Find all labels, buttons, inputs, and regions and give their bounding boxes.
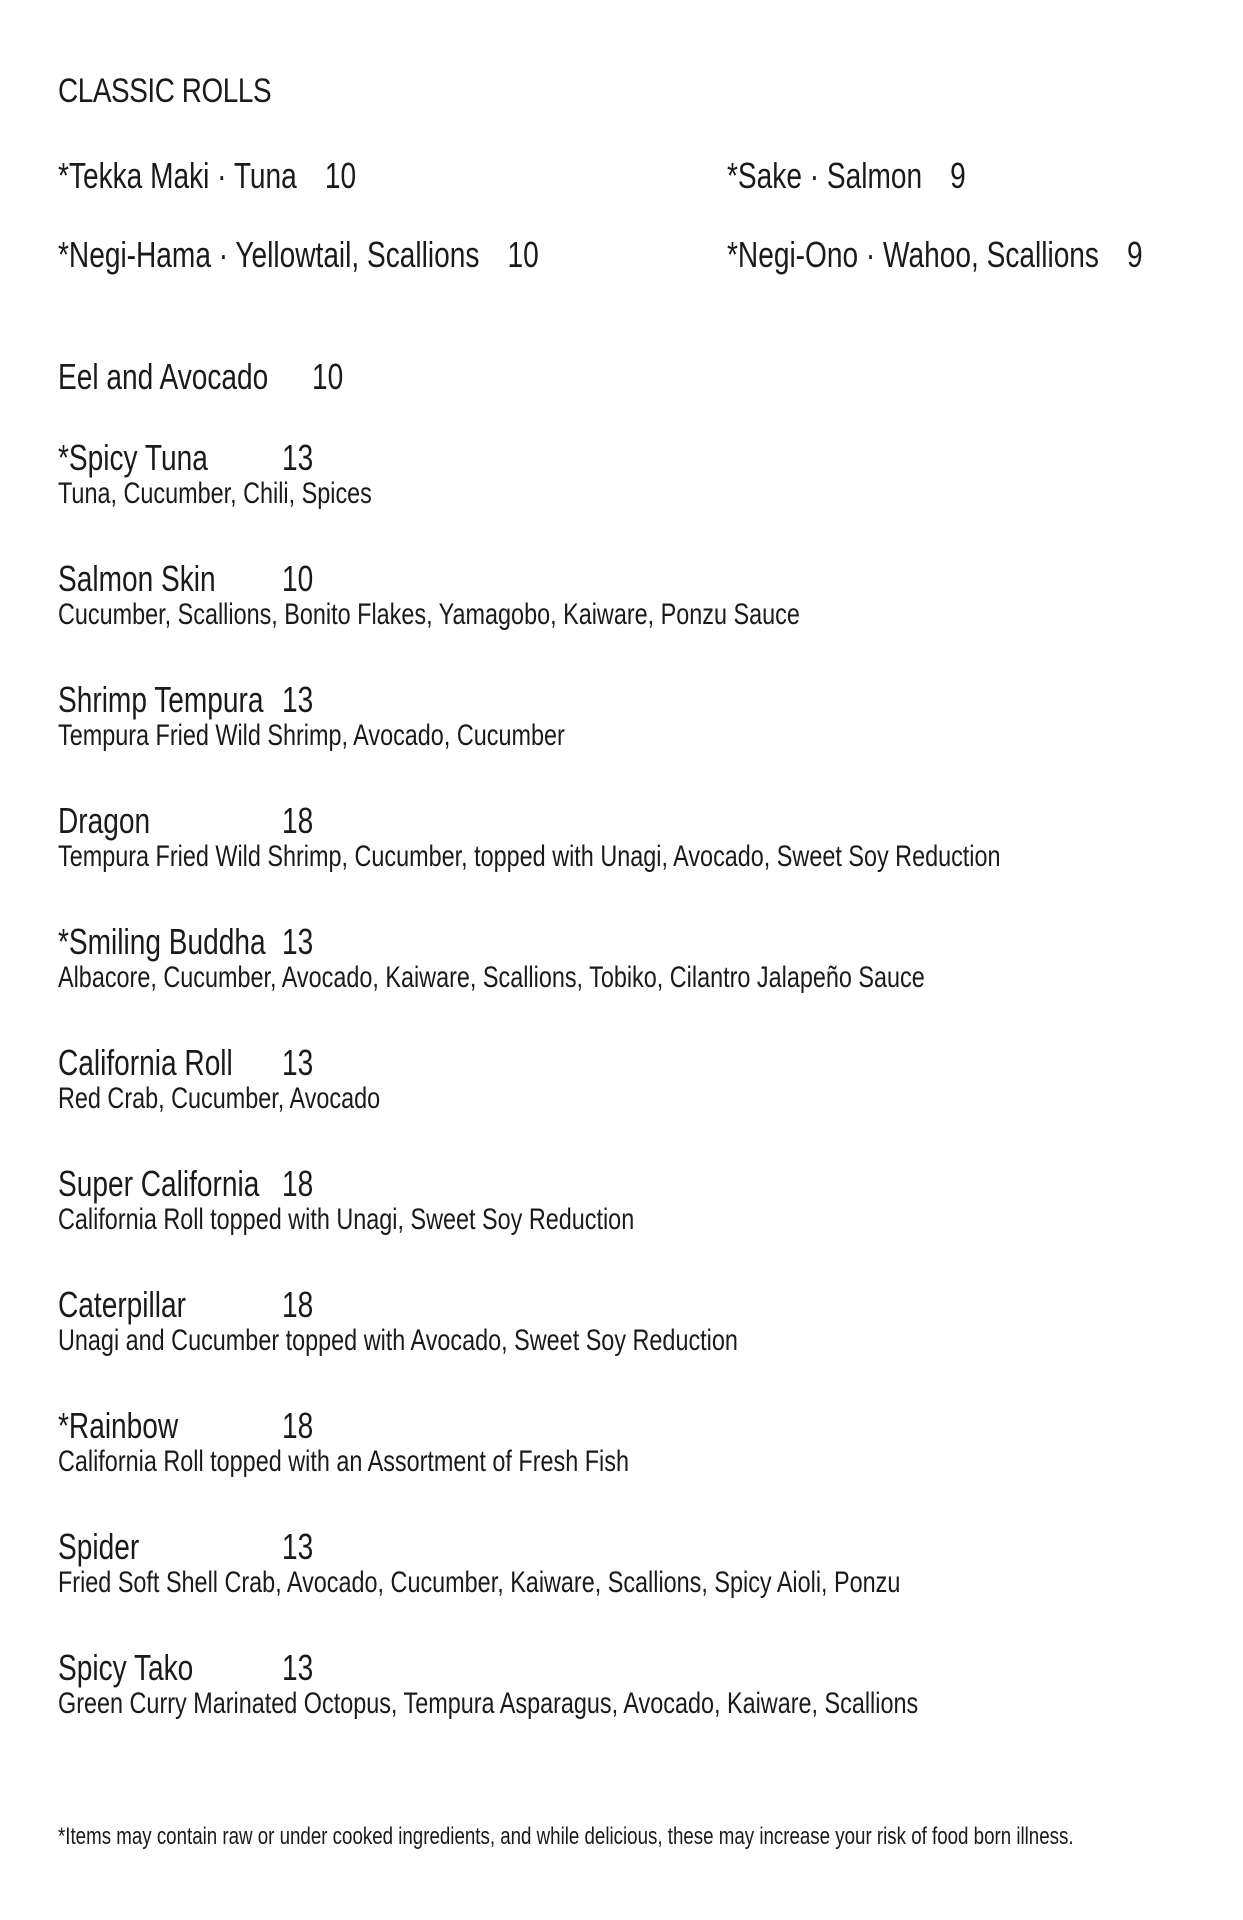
roll-price: 18 bbox=[282, 800, 314, 841]
roll-description: Tempura Fried Wild Shrimp, Avocado, Cucumber bbox=[58, 719, 565, 752]
roll-item-spicy-tuna bbox=[58, 437, 1208, 510]
roll-description: California Roll topped with an Assortment of Fresh Fish bbox=[58, 1445, 629, 1478]
roll-name: Shrimp Tempura bbox=[58, 679, 264, 720]
roll-item-caterpillar bbox=[58, 1284, 1208, 1357]
roll-description: Fried Soft Shell Crab, Avocado, Cucumber, Kaiware, Scallions, Spicy Aioli, Ponzu bbox=[58, 1566, 901, 1599]
classic-item-name: *Tekka Maki · Tuna bbox=[58, 155, 297, 196]
raw-food-disclaimer: *Items may contain raw or under cooked ingredients, and while delicious, these may increase your risk of food born illness. bbox=[58, 1823, 1074, 1850]
roll-price: 13 bbox=[282, 1647, 314, 1688]
roll-price: 13 bbox=[282, 1526, 314, 1567]
classic-item-negi-hama bbox=[58, 234, 539, 276]
roll-item-rainbow bbox=[58, 1405, 1208, 1478]
roll-name: Eel and Avocado bbox=[58, 356, 269, 397]
classic-item-price: 9 bbox=[950, 155, 966, 196]
roll-price: 13 bbox=[282, 437, 314, 478]
roll-description: California Roll topped with Unagi, Sweet Soy Reduction bbox=[58, 1203, 635, 1236]
roll-description: Albacore, Cucumber, Avocado, Kaiware, Scallions, Tobiko, Cilantro Jalapeño Sauce bbox=[58, 961, 925, 994]
classic-item-tekka-maki bbox=[58, 155, 356, 197]
roll-item-spicy-tako bbox=[58, 1647, 1208, 1720]
roll-description: Tempura Fried Wild Shrimp, Cucumber, topped with Unagi, Avocado, Sweet Soy Reduction bbox=[58, 840, 1001, 873]
classic-item-name: *Negi-Ono · Wahoo, Scallions bbox=[727, 234, 1099, 275]
roll-item-shrimp-tempura bbox=[58, 679, 1208, 752]
classic-item-name: *Sake · Salmon bbox=[727, 155, 923, 196]
roll-price: 18 bbox=[282, 1405, 314, 1446]
roll-description: Tuna, Cucumber, Chili, Spices bbox=[58, 477, 372, 510]
roll-name: Super California bbox=[58, 1163, 260, 1204]
roll-price: 13 bbox=[282, 1042, 314, 1083]
roll-name: Spider bbox=[58, 1526, 140, 1567]
classic-item-sake bbox=[727, 155, 966, 197]
roll-price: 18 bbox=[282, 1163, 314, 1204]
roll-name: *Rainbow bbox=[58, 1405, 179, 1446]
roll-name: Salmon Skin bbox=[58, 558, 216, 599]
roll-item-eel-and-avocado bbox=[58, 356, 1208, 400]
roll-price: 10 bbox=[282, 558, 314, 599]
roll-name: California Roll bbox=[58, 1042, 233, 1083]
roll-item-smiling-buddha bbox=[58, 921, 1208, 994]
roll-price: 10 bbox=[312, 356, 344, 397]
classic-item-price: 9 bbox=[1127, 234, 1143, 275]
roll-description: Red Crab, Cucumber, Avocado bbox=[58, 1082, 381, 1115]
classic-item-price: 10 bbox=[324, 155, 357, 196]
section-title: CLASSIC ROLLS bbox=[58, 72, 272, 110]
roll-item-salmon-skin bbox=[58, 558, 1208, 631]
roll-name: *Smiling Buddha bbox=[58, 921, 266, 962]
roll-price: 18 bbox=[282, 1284, 314, 1325]
roll-name: Caterpillar bbox=[58, 1284, 186, 1325]
roll-description: Green Curry Marinated Octopus, Tempura Asparagus, Avocado, Kaiware, Scallions bbox=[58, 1687, 919, 1720]
roll-item-super-california bbox=[58, 1163, 1208, 1236]
roll-price: 13 bbox=[282, 921, 314, 962]
classic-item-price: 10 bbox=[507, 234, 539, 275]
roll-name: Dragon bbox=[58, 800, 151, 841]
roll-price: 13 bbox=[282, 679, 314, 720]
roll-description: Unagi and Cucumber topped with Avocado, Sweet Soy Reduction bbox=[58, 1324, 738, 1357]
roll-description: Cucumber, Scallions, Bonito Flakes, Yamagobo, Kaiware, Ponzu Sauce bbox=[58, 598, 800, 631]
classic-item-negi-ono bbox=[727, 234, 1143, 276]
roll-name: Spicy Tako bbox=[58, 1647, 194, 1688]
classic-item-name: *Negi-Hama · Yellowtail, Scallions bbox=[58, 234, 480, 275]
roll-item-dragon bbox=[58, 800, 1208, 873]
roll-item-california-roll bbox=[58, 1042, 1208, 1115]
roll-item-spider bbox=[58, 1526, 1208, 1599]
roll-name: *Spicy Tuna bbox=[58, 437, 208, 478]
